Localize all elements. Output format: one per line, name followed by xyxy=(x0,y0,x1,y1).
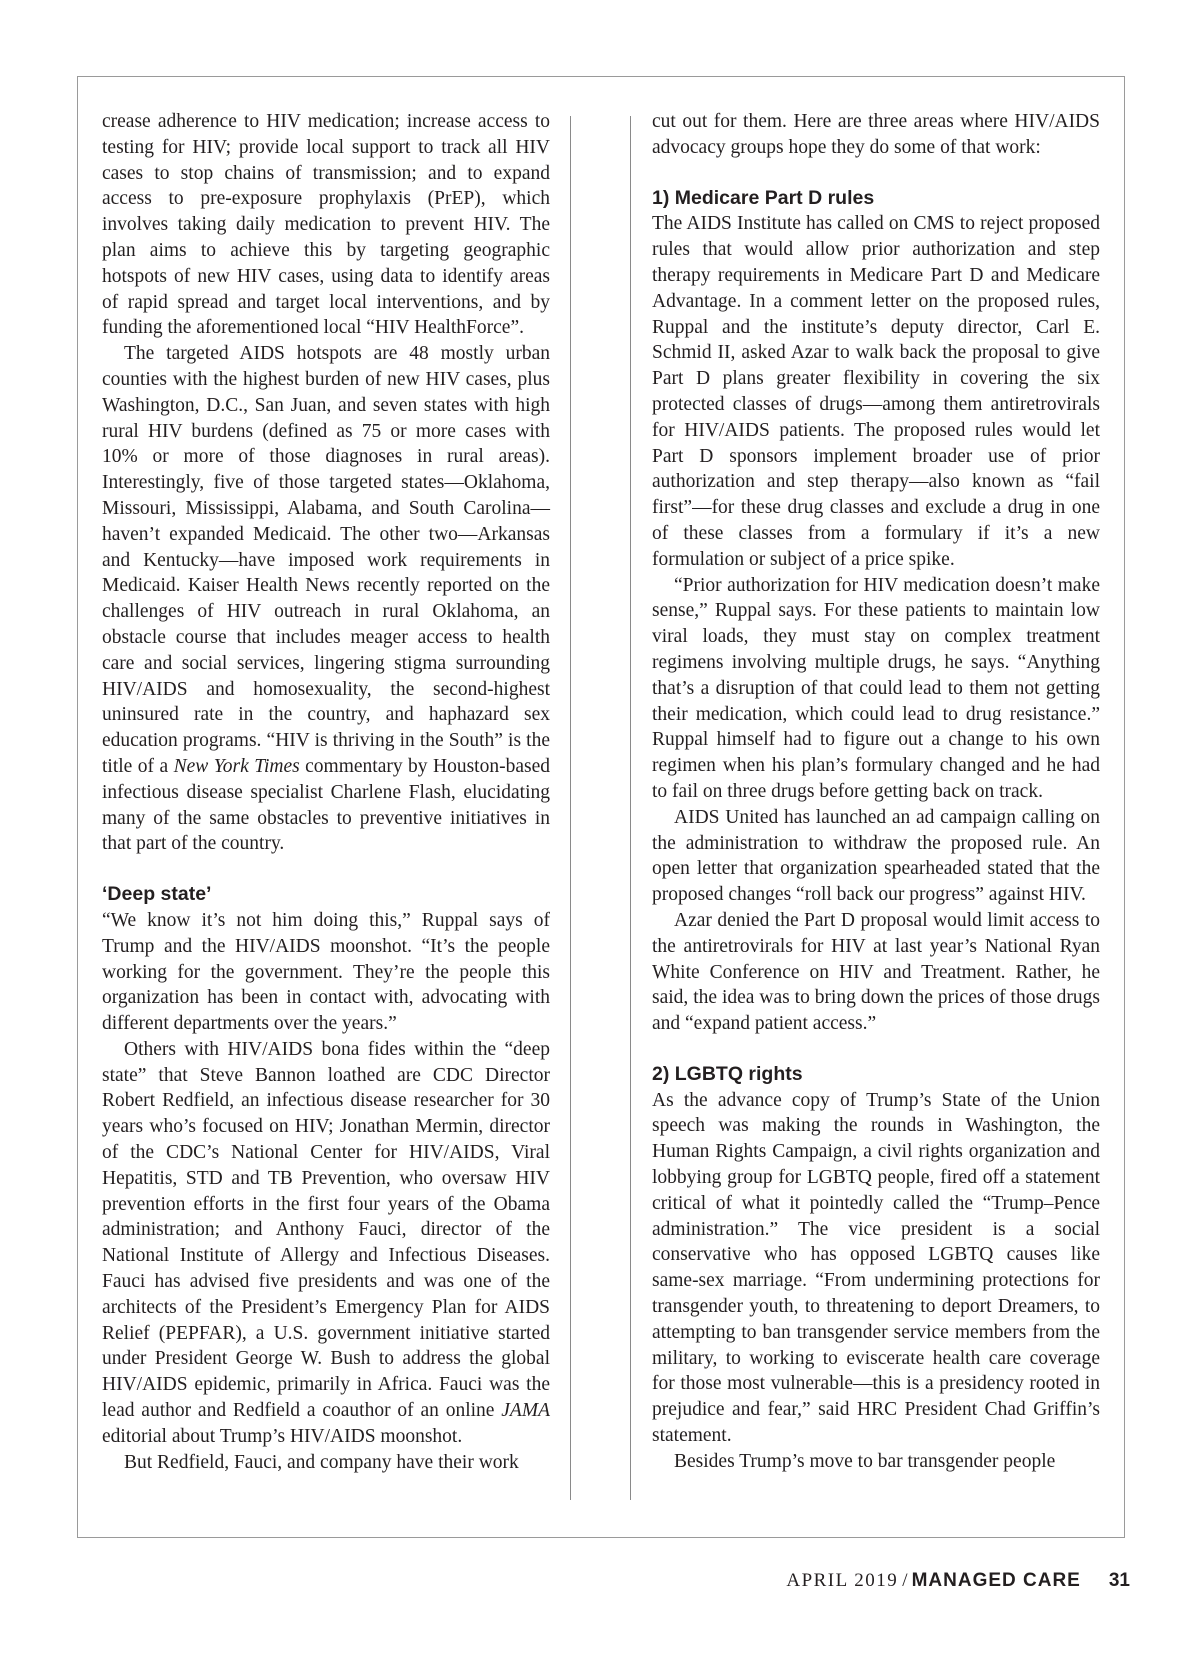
paragraph: AIDS United has launched an ad campaign calling on the administration to withdraw the proposed rule. An open letter that organization spearheaded stated that the proposed changes “roll back our progress” against HIV. xyxy=(652,806,1100,906)
paragraph: cut out for them. Here are three areas where HIV/AIDS advocacy groups hope they do some of that work: xyxy=(652,111,1100,158)
paragraph: Others with HIV/AIDS bona fides within the “deep state” that Steve Bannon loathed are CDC Director Robert Redfield, an infectious disease researcher for 30 years who’s focused on HIV; Jonathan Mermin, director of the CDC’s National Center for HIV/AIDS, Viral Hepatitis, STD and TB Prevention, who oversaw HIV prevention efforts in the first four years of the Obama administration; and Anthony Fauci, director of the National Institute of Allergy and Infectious Diseases. Fauci has advised five presidents and was one of the architects of the President’s Emergency Plan for AIDS Relief (PEPFAR), a U.S. government initiative started under President George W. Bush to address the global HIV/AIDS epidemic, primarily in Africa. Fauci was the lead author and Redfield a coauthor of an online JAMA editorial about Trump’s HIV/AIDS moonshot. xyxy=(102,1038,550,1447)
paragraph: The AIDS Institute has called on CMS to reject proposed rules that would allow prior authorization and step therapy requirements in Medicare Part D and Medicare Advantage. In a comment letter on the proposed rules, Ruppal and the institute’s deputy director, Carl E. Schmid II, asked Azar to walk back the proposal to give Part D plans greater flexibility in covering the six protected classes of drugs—among them antiretrovirals for HIV/AIDS patients. The proposed rules would let Part D sponsors implement broader use of prior authorization and step therapy—also known as “fail first”—for these drug classes and exclude a drug in one of these classes from a formulary if it’s a new formulation or subject of a price spike. xyxy=(652,213,1100,570)
section-heading-deep-state: ‘Deep state’ xyxy=(102,883,212,906)
issue-date: APRIL 2019 xyxy=(786,1570,899,1591)
magazine-name: MANAGED CARE xyxy=(911,1570,1081,1591)
footer-separator: / xyxy=(902,1570,908,1591)
publication-title: New York Times xyxy=(173,755,300,777)
page-number: 31 xyxy=(1108,1570,1130,1591)
paragraph: “Prior authorization for HIV medication doesn’t make sense,” Ruppal says. For these patients to maintain low viral loads, they must stay on complex treatment regimens involving multiple drugs, he says. “Anything that’s a disruption of that could lead to them not getting their medication, which could lead to drug resistance.” Ruppal himself had to figure out a change to his own regimen when his plan’s formulary changed and he had to fail on three drugs before getting back on track. xyxy=(652,574,1100,802)
paragraph: Besides Trump’s move to bar transgender people xyxy=(674,1450,1056,1472)
right-column xyxy=(652,109,1100,1475)
page-footer xyxy=(786,1570,1130,1592)
paragraph: But Redfield, Fauci, and company have their work xyxy=(124,1451,519,1473)
paragraph: The targeted AIDS hotspots are 48 mostly urban counties with the highest burden of new HIV cases, plus Washington, D.C., San Juan, and seven states with high rural HIV burdens (defined as 75 or more cases with 10% or more of those diagnoses in rural areas). Interestingly, five of those targeted states—Oklahoma, Missouri, Mississippi, Alabama, and South Carolina—haven’t expanded Medicaid. The other two—Arkansas and Kentucky—have imposed work requirements in Medicaid. Kaiser Health News recently reported on the challenges of HIV outreach in rural Oklahoma, an obstacle course that includes meager access to health care and social services, lingering stigma surrounding HIV/AIDS and homosexuality, the second-highest uninsured rate in the country, and haphazard sex education programs. “HIV is thriving in the South” is the title of a New York Times commentary by Houston-based infectious disease specialist Charlene Flash, elucidating many of the same obstacles to preventive initiatives in that part of the country. xyxy=(102,343,550,855)
column-divider xyxy=(630,116,631,1500)
paragraph: “We know it’s not him doing this,” Ruppal says of Trump and the HIV/AIDS moonshot. “It’s the people working for the government. They’re the people this organization has been in contact with, advocating with different departments over the years.” xyxy=(102,909,550,1035)
paragraph: crease adherence to HIV medication; increase access to testing for HIV; provide local support to track all HIV cases to stop chains of transmission; and to expand access to pre-exposure prophylaxis (PrEP), which involves taking daily medication to prevent HIV. The plan aims to achieve this by targeting geographic hotspots of new HIV cases, using data to identify areas of rapid spread and target local interventions, and by funding the aforementioned local “HIV HealthForce”. xyxy=(102,111,550,339)
column-divider xyxy=(570,116,571,1500)
paragraph: Azar denied the Part D proposal would limit access to the antiretrovirals for HIV at last year’s National Ryan White Conference on HIV and Treatment. Rather, he said, the idea was to bring down the prices of those drugs and “expand patient access.” xyxy=(652,909,1100,1035)
left-column xyxy=(102,109,550,1475)
section-heading-lgbtq: 2) LGBTQ rights xyxy=(652,1062,803,1085)
paragraph: As the advance copy of Trump’s State of the Union speech was making the rounds in Washington, the Human Rights Campaign, a civil rights organization and lobbying group for LGBTQ people, fired off a statement critical of what it pointedly called the “Trump–Pence administration.” The vice president is a social conservative who has opposed LGBTQ causes like same-sex marriage. “From undermining protections for transgender youth, to threatening to deport Dreamers, to attempting to ban transgender service members from the military, to working to eviscerate health care coverage for those most vulnerable—this is a presidency rooted in prejudice and fear,” said HRC President Chad Griffin’s statement. xyxy=(652,1089,1100,1447)
publication-title: JAMA xyxy=(501,1400,550,1422)
section-heading-medicare: 1) Medicare Part D rules xyxy=(652,186,875,209)
